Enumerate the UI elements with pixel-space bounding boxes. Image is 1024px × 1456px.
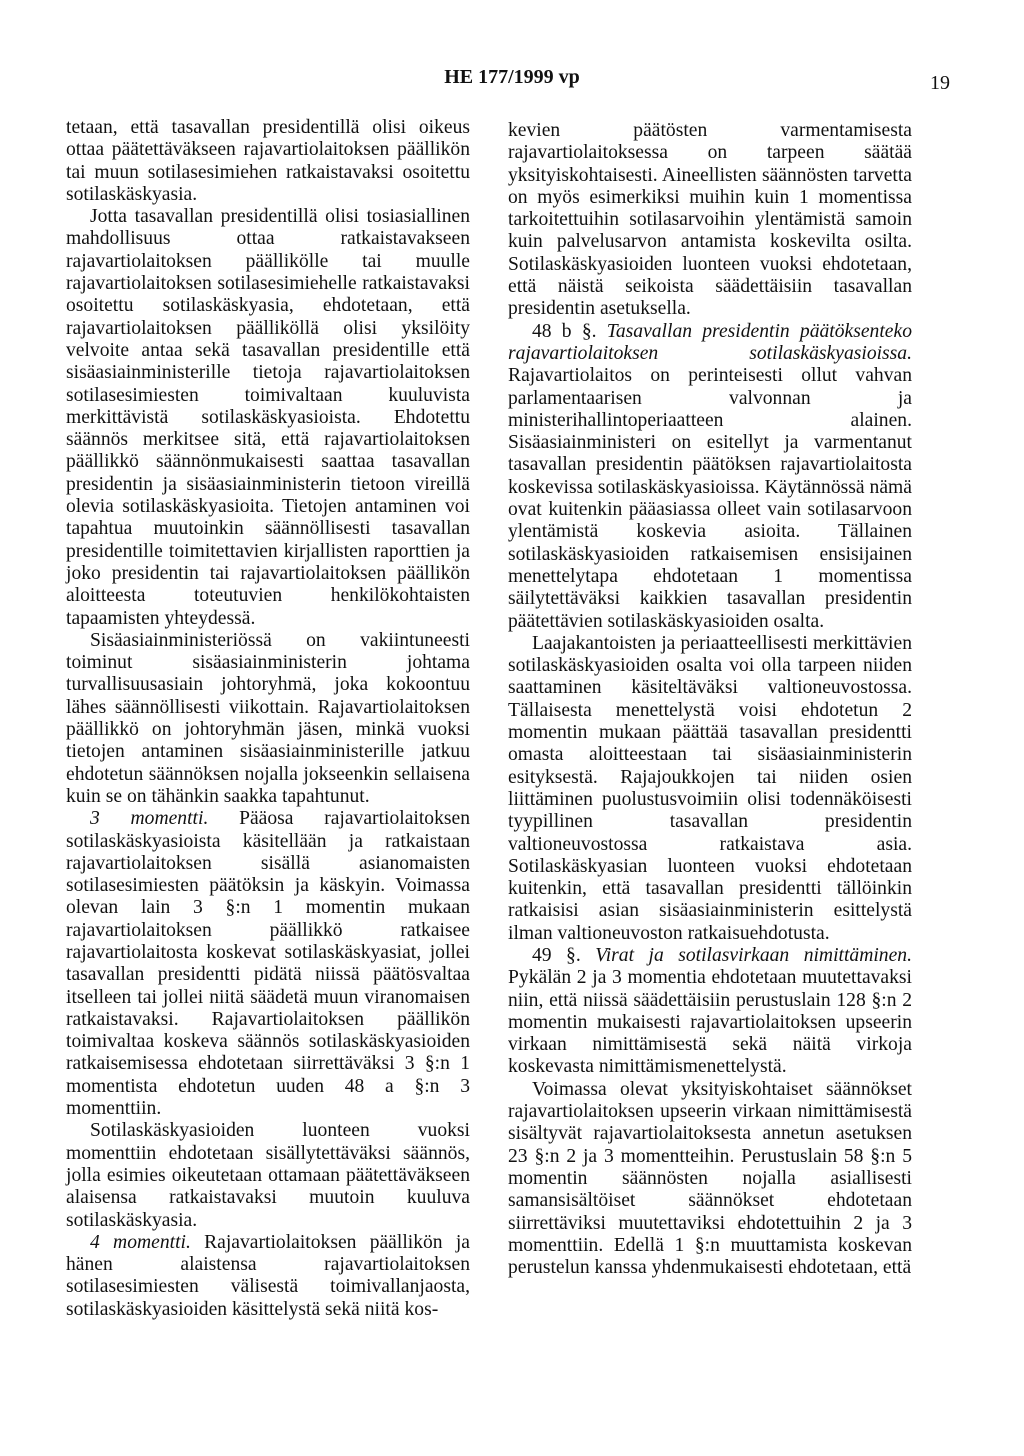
paragraph-lead: 4 momentti. [90, 1231, 191, 1253]
page-header-title: HE 177/1999 vp [444, 66, 580, 88]
paragraph: Laajakantoisten ja periaatteellisesti merkittävien sotilaskäskyasioiden osalta voi olla tarpeen niiden saattaminen käsiteltäväksi valtioneuvostossa. Tällaisesta menettelystä voisi ehdotetun 2 momentin mukaan päättää tasavallan presidentti omasta aloitteestaan tai sisäasiainministerin esityksestä. Rajajoukkojen tai niiden osien liittäminen puolustusvoimiin olisi todennäköisesti tyypillinen tasavallan presidentin valtioneuvostossa ratkaistava asia. Sotilaskäskyasian luonteen vuoksi ehdotetaan kuitenkin, että tasavallan presidentti tällöinkin ratkaisisi asian sisäasiainministerin esittelystä ilman valtioneuvoston ratkaisuehdotusta. [508, 632, 912, 944]
paragraph: 49 §. Virat ja sotilasvirkaan nimittäminen. Pykälän 2 ja 3 momentia ehdotetaan muutettavaksi niin, että niissä säädettäisiin perustuslain 128 §:n 2 momentin mukaisesti rajavartiolaitoksen upseerin virkaan nimittämisestä sekä näitä virkoja koskevasta nimittämismenettelystä. [508, 944, 912, 1078]
section-number: 49 §. [532, 944, 581, 966]
left-column [66, 117, 470, 1321]
paragraph: 4 momentti. Rajavartiolaitoksen päällikön ja hänen alaistensa rajavartiolaitoksen sotilasesimiesten välisestä toimivallanjaosta, sotilaskäskyasioiden käsittelystä sekä niitä kos- [66, 1231, 470, 1320]
section-heading: Virat ja sotilasvirkaan nimittäminen. [595, 944, 912, 966]
section-heading: Tasavallan presidentin päätöksenteko rajavartiolaitoksen sotilaskäskyasioissa. [508, 320, 912, 364]
right-column [508, 120, 912, 1279]
paragraph: Sisäasiainministeriössä on vakiintuneesti toiminut sisäasiainministerin johtama turvallisuusasiain johtoryhmä, joka kokoontuu lähes säännöllisesti viikottain. Rajavartiolaitoksen päällikkö on johtoryhmän jäsen, minkä vuoksi tietojen antaminen sisäasiainministerille jatkuu ehdotetun säännöksen nojalla jokseenkin sellaisena kuin se on tähänkin saakka tapahtunut. [66, 629, 470, 807]
paragraph: 3 momentti. Pääosa rajavartiolaitoksen sotilaskäskyasioista käsitellään ja ratkaistaan rajavartiolaitoksen sisällä asianomaisten sotilasesimiesten päätöksin ja käskyin. Voimassa olevan lain 3 §:n 1 momentin mukaan rajavartiolaitoksen päällikkö ratkaisee rajavartiolaitosta koskevat sotilaskäskyasiat, jollei tasavallan presidentti pidätä niissä päätösvaltaa itselleen tai jollei niitä säädetä muun viranomaisen ratkaistavaksi. Rajavartiolaitoksen päällikön toimivaltaa koskeva säännös sotilaskäskyasioiden ratkaisemisessa ehdotetaan siirrettäväksi 3 §:n 1 momentista ehdotetun uuden 48 a §:n 3 momenttiin. [66, 808, 471, 1120]
paragraph: 48 b §. Tasavallan presidentin päätöksenteko rajavartiolaitoksen sotilaskäskyasioissa. Rajavartiolaitos on perinteisesti ollut vahvan parlamentaarisen valvonnan ja ministerihallintoperiaatteen alainen. Sisäasiainministeri on esitellyt ja varmentanut tasavallan presidentin päätöksen rajavartiolaitosta koskevissa sotilaskäskyasioissa. Käytännössä nämä ovat kuitenkin pääasiassa olleet vain sotilasarvoon ylentämistä koskevia asioita. Tällainen sotilaskäskyasioiden ratkaisemisen ensisijainen menettelytapa ehdotetaan 1 momentissa säilytettäväksi kaikkien tasavallan presidentin päätettävien sotilaskäskyasioiden osalta. [508, 320, 912, 632]
page-number: 19 [930, 72, 950, 94]
section-number: 48 b §. [532, 320, 597, 342]
paragraph: Voimassa olevat yksityiskohtaiset säännökset rajavartiolaitoksen upseerin virkaan nimittämisestä sisältyvät rajavartiolaitoksesta annetun asetuksen 23 §:n 2 ja 3 momentteihin. Perustuslain 58 §:n 5 momentin säännösten nojalla asiallisesti samansisältöiset säännökset ehdotetaan siirrettäviksi muutettaviksi ehdotettuihin 2 ja 3 momenttiin. Edellä 1 §:n muuttamista koskevan perustelun kanssa yhdenmukaisesti ehdotetaan, että [508, 1078, 912, 1279]
paragraph: Jotta tasavallan presidentillä olisi tosiasiallinen mahdollisuus ottaa ratkaistavakseen rajavartiolaitoksen päällikölle tai muulle rajavartiolaitoksen sotilasesimiehelle ratkaistavaksi osoitettu sotilaskäskyasia, ehdotetaan, että rajavartiolaitoksen päälliköllä olisi yksilöity velvoite antaa sekä tasavallan presidentille että sisäasiainministerille tietoja rajavartiolaitoksen sotilasesimiesten toimivaltaan kuuluvista merkittävistä sotilaskäskyasioista. Ehdotettu säännös merkitsee sitä, että rajavartiolaitoksen päällikkö säännönmukaisesti saattaa tasavallan presidentin ja sisäasiainministerin tietoon vireillä olevia sotilaskäskyasioita. Tietojen antaminen voi tapahtua muutoinkin säännöllisesti tasavallan presidentille toimitettavien kirjallisten raporttien ja joko presidentin tai rajavartiolaitoksen päällikön aloitteesta toteutuvien henkilökohtaisten tapaamisten yhteydessä. [66, 206, 470, 629]
paragraph-lead: 3 momentti. [90, 808, 209, 830]
paragraph: tetaan, että tasavallan presidentillä olisi oikeus ottaa päätettäväkseen rajavartiolaitoksen päällikön tai muun sotilasesimiehen ratkaistavaksi osoitettu sotilaskäskyasia. [66, 117, 470, 205]
paragraph: Sotilaskäskyasioiden luonteen vuoksi momenttiin ehdotetaan sisällytettäväksi säännös, jolla esimies oikeutetaan ottamaan päätettäväkseen alaisensa ratkaistavaksi muutoin kuuluva sotilaskäskyasia. [66, 1120, 470, 1231]
paragraph: kevien päätösten varmentamisesta rajavartiolaitoksessa on tarpeen säätää yksityiskohtaisesti. Aineellisten säännösten tarvetta on myös esimerkiksi muihin kuin 1 momentissa tarkoitettuihin sotilasarvoihin ylentämistä samoin kuin palvelusarvon antamista koskevilta osilta. Sotilaskäskyasioiden luonteen vuoksi ehdotetaan, että näistä seikoista säädettäisiin tasavallan presidentin asetuksella. [508, 120, 912, 320]
